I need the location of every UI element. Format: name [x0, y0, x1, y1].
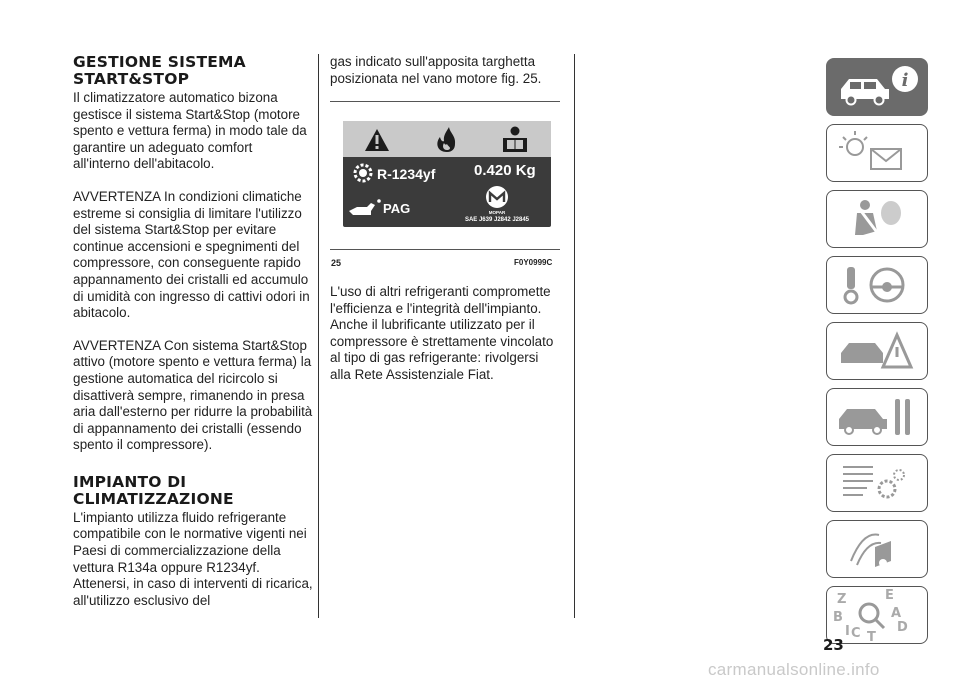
left-column: [73, 54, 313, 609]
key-steering-wheel-icon: [827, 257, 929, 315]
sae-standards-text: SAE J639 J2842 J2845: [464, 217, 530, 223]
refrigerant-type-text: R-1234yf: [377, 166, 436, 182]
oil-can-icon: [349, 199, 381, 215]
watermark-text: carmanualsonline.info: [708, 660, 880, 679]
paragraph-gas-label: gas indicato sull'apposita targhetta posizionata nel vano motore fig. 25.: [330, 54, 542, 86]
refrigerant-quantity-text: 0.420 Kg: [474, 162, 536, 179]
right-column-bottom: [330, 284, 562, 384]
tab-multimedia[interactable]: [826, 520, 928, 578]
index-letter-d: D: [897, 620, 908, 635]
figure-code: F0Y0999C: [514, 258, 553, 267]
refrigerant-gear-icon: [355, 165, 371, 181]
section-heading-climatizzazione: IMPIANTO DI CLIMATIZZAZIONE: [73, 472, 234, 508]
index-letter-a: A: [891, 606, 902, 621]
paragraph-refrigerant: L'impianto utilizza fluido refrigerante compatibile con le normative vigenti nei Paesi di commercializzazione della vettura R134a oppure R1234yf. Attenersi, in caso di interventi di ricarica, all'utilizzo esclusivo del: [73, 509, 313, 608]
index-letter-i: I: [845, 624, 850, 639]
index-letter-z: Z: [837, 592, 847, 607]
manual-reader-icon: [503, 127, 527, 153]
column-divider-1: [318, 54, 319, 618]
label-graphics: [343, 121, 551, 227]
refrigerant-label-figure: [343, 121, 551, 227]
index-letter-b: B: [833, 610, 843, 625]
tab-starting-driving[interactable]: [826, 256, 928, 314]
index-letter-t: T: [867, 630, 876, 645]
figure-bottom-rule: [330, 249, 560, 250]
multimedia-icon: [827, 521, 929, 579]
column-divider-2: [574, 54, 575, 618]
paragraph-start-stop-intro: Il climatizzatore automatico bizona gestisce il sistema Start&Stop (motore spento e vettura ferma) in modo tale da garantire un adeguato comfort all'interno dell'abitacolo.: [73, 90, 307, 172]
section-heading-start-stop: GESTIONE SISTEMA START&STOP: [73, 53, 246, 88]
tab-maintenance[interactable]: [826, 388, 928, 446]
oil-type-text: PAG: [383, 201, 411, 216]
figure-number: 25: [331, 258, 342, 268]
car-info-icon: [827, 59, 929, 117]
svg-text:i: i: [901, 70, 909, 91]
index-letter-e: E: [885, 588, 894, 603]
emergency-triangle-icon: [827, 323, 929, 381]
tab-warning-lights[interactable]: [826, 124, 928, 182]
paragraph-warning-2: AVVERTENZA Con sistema Start&Stop attivo (motore spento e vettura ferma) la gestione automatica del ricircolo si disattiverà sempre, rimanendo in presa aria dall'esterno per ridurre la probabilità di appannamento dei cristalli (essendo spento il compressore).: [73, 337, 313, 453]
mopar-logo: [486, 186, 508, 215]
airbag-seatbelt-icon: [827, 191, 929, 249]
paragraph-warning-1: AVVERTENZA In condizioni climatiche estreme si consiglia di limitare l'utilizzo del sistema Start&Stop per evitare continue accensioni e spegnimenti del compressore, con conseguente rapido appannamento dei cristalli ed accumulo di umidità con ingresso di cattivi odori in abitacolo.: [73, 188, 310, 321]
tab-car-info[interactable]: [826, 58, 928, 116]
paragraph-other-refrigerants: L'uso di altri refrigeranti compromette l'efficienza e l'integrità dell'impianto. Anche il lubrificante utilizzato per il compressore è strettamente vincolato al tipo di gas refrigerante: rivolgersi alla Rete Assistenziale Fiat.: [330, 284, 554, 382]
tab-emergency[interactable]: [826, 322, 928, 380]
flame-icon: [437, 127, 455, 152]
tab-technical-data[interactable]: [826, 454, 928, 512]
right-column: [330, 54, 562, 102]
warning-triangle-icon: [365, 129, 389, 151]
index-letter-c: C: [851, 626, 861, 641]
technical-data-icon: [827, 455, 929, 513]
warning-lights-icon: [827, 125, 929, 183]
car-maintenance-icon: [827, 389, 929, 447]
figure-top-rule: [330, 101, 560, 102]
tab-safety[interactable]: [826, 190, 928, 248]
page-number: 23: [823, 636, 844, 654]
svg-text:MOPAR: MOPAR: [488, 210, 506, 215]
